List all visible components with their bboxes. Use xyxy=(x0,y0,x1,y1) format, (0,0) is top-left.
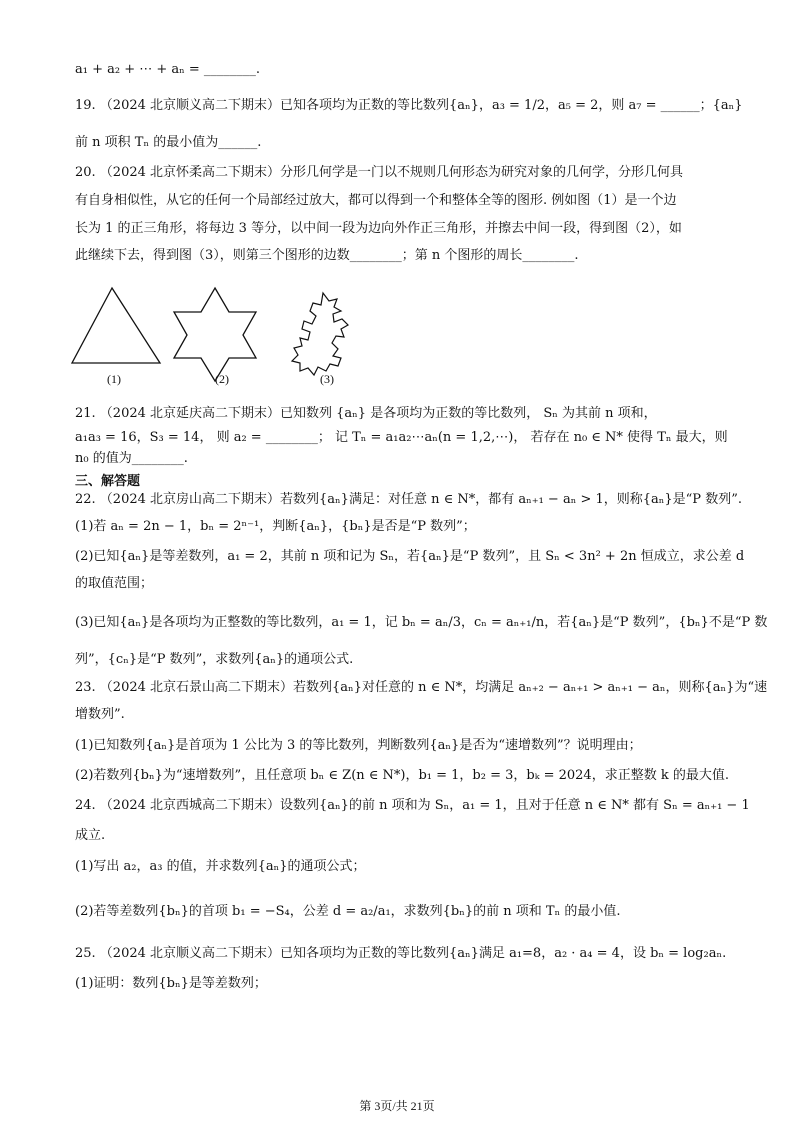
figure-label-1: (1) xyxy=(107,372,121,386)
question-22-part-3-cont: 列”，{cₙ}是“P 数列”，求数列{aₙ}的通项公式. xyxy=(75,652,354,667)
section-heading: 三、解答题 xyxy=(75,474,141,489)
text-line: a₁ + a₂ + ⋯ + aₙ = ________. xyxy=(75,62,261,77)
figure-label-2: (2) xyxy=(215,372,229,386)
question-19-line-2: 前 n 项积 Tₙ 的最小值为______. xyxy=(75,135,262,150)
figure-label-3: (3) xyxy=(320,372,334,386)
question-20-line-3: 长为 1 的正三角形，将每边 3 等分，以中间一段为边向外作正三角形，并擦去中间一段，得到图（2），如 xyxy=(75,221,682,236)
question-21-line-3: n₀ 的值为________. xyxy=(75,451,188,466)
question-23-part-2: (2)若数列{bₙ}为“速增数列”，且任意项 bₙ ∈ Z(n ∈ N*)，b₁ = 1，b₂ = 3，bₖ = 2024，求正整数 k 的最大值. xyxy=(75,768,729,783)
question-25-part-1: (1)证明：数列{bₙ}是等差数列； xyxy=(75,976,267,991)
question-22-line-1: 22. （2024 北京房山高二下期末）若数列{aₙ}满足：对任意 n ∈ N*，都有 aₙ₊₁ − aₙ > 1，则称{aₙ}是“P 数列”. xyxy=(75,492,742,507)
snowflake-figure-3 xyxy=(292,293,348,375)
question-20-line-2: 有自身相似性，从它的任何一个局部经过放大，都可以得到一个和整体全等的图形. 例如图（1）是一个边 xyxy=(75,193,677,208)
question-20-line-4: 此继续下去，得到图（3），则第三个图形的边数________；第 n 个图形的周长________. xyxy=(75,248,579,263)
question-19-line-1: 19. （2024 北京顺义高二下期末）已知各项均为正数的等比数列{aₙ}，a₃ = 1/2，a₅ = 2，则 a₇ = ______；{aₙ} xyxy=(75,98,743,113)
question-22-part-2-cont: 的取值范围； xyxy=(75,576,154,591)
question-23-line-2: 增数列”. xyxy=(75,707,125,722)
star-figure-2 xyxy=(174,288,256,381)
question-24-part-2: (2)若等差数列{bₙ}的首项 b₁ = −S₄，公差 d = a₂/a₁，求数列{bₙ}的前 n 项和 Tₙ 的最小值. xyxy=(75,904,621,919)
question-24-line-2: 成立. xyxy=(75,828,106,843)
question-21-line-2: a₁a₃ = 16，S₃ = 14， 则 a₂ = ________； 记 Tₙ = a₁a₂⋯aₙ(n = 1,2,⋯)， 若存在 n₀ ∈ N* 使得 Tₙ 最大，则 xyxy=(75,430,728,445)
question-23-part-1: (1)已知数列{aₙ}是首项为 1 公比为 3 的等比数列，判断数列{aₙ}是否为“速增数列”？说明理由； xyxy=(75,738,642,753)
page-footer: 第 3页/共 21页 xyxy=(359,1099,435,1113)
triangle-figure-1 xyxy=(72,288,160,363)
question-23-line-1: 23. （2024 北京石景山高二下期末）若数列{aₙ}对任意的 n ∈ N*，均满足 aₙ₊₂ − aₙ₊₁ > aₙ₊₁ − aₙ，则称{aₙ}为“速 xyxy=(75,680,768,695)
question-22-part-2: (2)已知{aₙ}是等差数列，a₁ = 2，其前 n 项和记为 Sₙ，若{aₙ}是“P 数列”，且 Sₙ < 3n² + 2n 恒成立，求公差 d xyxy=(75,549,745,564)
question-22-part-3: (3)已知{aₙ}是各项均为正整数的等比数列，a₁ = 1，记 bₙ = aₙ/3，cₙ = aₙ₊₁/n，若{aₙ}是“P 数列”，{bₙ}不是“P 数 xyxy=(75,615,768,630)
question-21-line-1: 21. （2024 北京延庆高二下期末）已知数列 {aₙ} 是各项均为正数的等比数列， Sₙ 为其前 n 项和， xyxy=(75,406,657,421)
question-25-line-1: 25. （2024 北京顺义高二下期末）已知各项均为正数的等比数列{aₙ}满足 a₁=8，a₂ · a₄ = 4，设 bₙ = log₂aₙ. xyxy=(75,946,727,961)
question-20-line-1: 20. （2024 北京怀柔高二下期末）分形几何学是一门以不规则几何形态为研究对象的几何学，分形几何具 xyxy=(75,165,684,180)
question-24-part-1: (1)写出 a₂，a₃ 的值，并求数列{aₙ}的通项公式； xyxy=(75,859,366,874)
question-22-part-1: (1)若 aₙ = 2n − 1，bₙ = 2ⁿ⁻¹，判断{aₙ}，{bₙ}是否是“P 数列”； xyxy=(75,519,476,534)
question-24-line-1: 24. （2024 北京西城高二下期末）设数列{aₙ}的前 n 项和为 Sₙ，a₁ = 1，且对于任意 n ∈ N* 都有 Sₙ = aₙ₊₁ − 1 xyxy=(75,798,750,813)
